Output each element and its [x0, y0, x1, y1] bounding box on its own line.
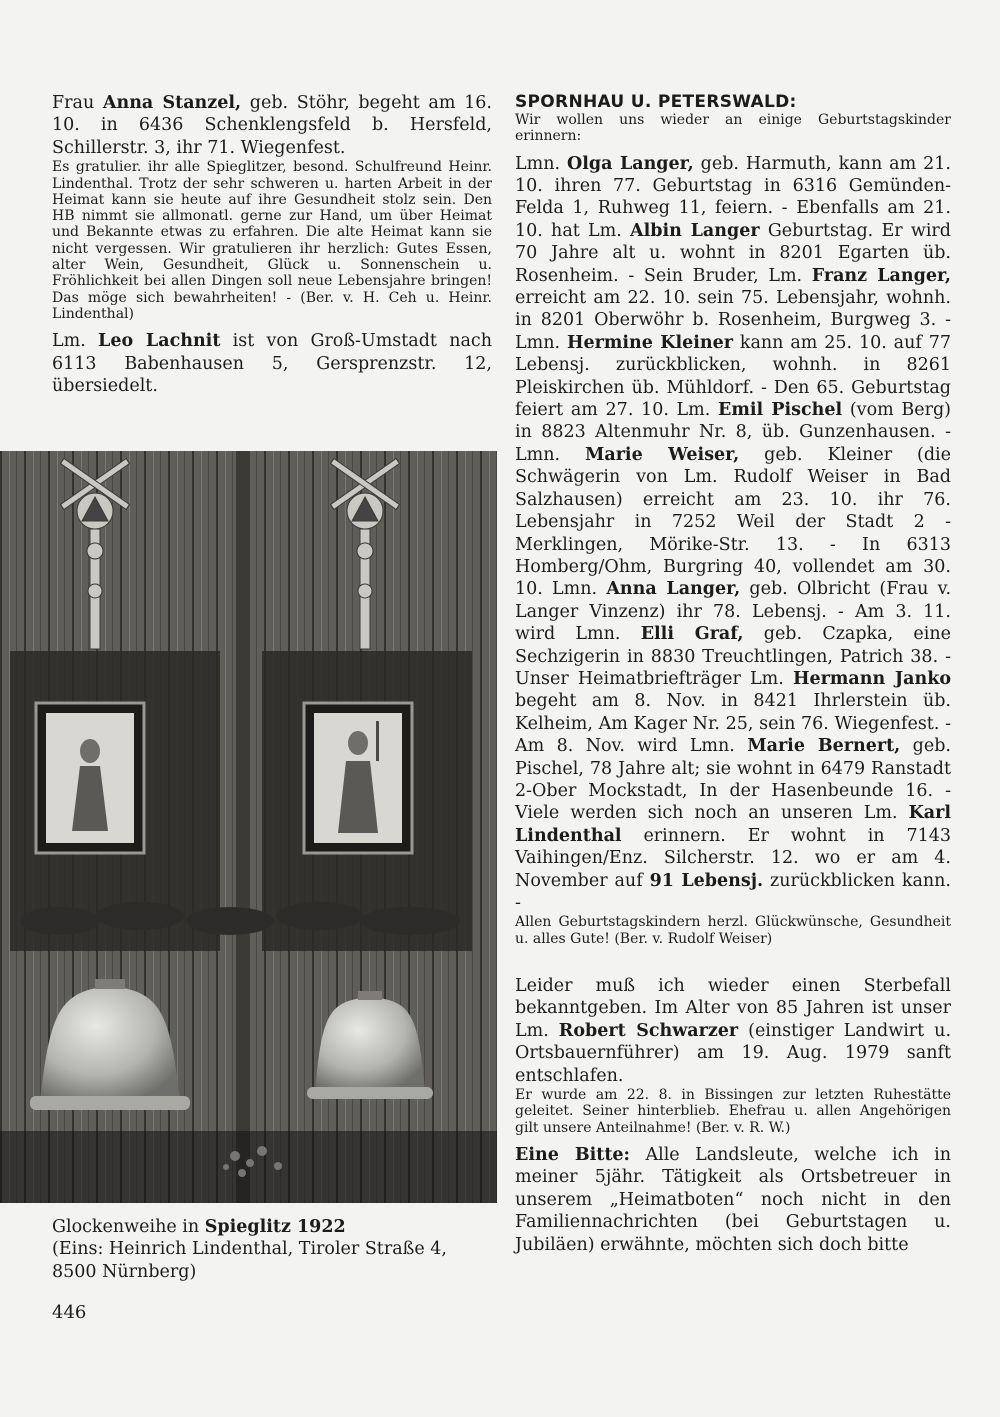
caption-credit-city: 8500 Nürnberg): [52, 1261, 197, 1282]
stanzel-congratulation: Es gratulier. ihr alle Spieglitzer, besond. Schulfreund Heinr. Lindenthal. Trotz der sehr schweren u. harten Arbeit in der Heimat kann sie heute auf ihre Gesundheit stolz sein. Den HB nimmt sie allmonatl. gerne zur Hand, um über Heimat und Bekannte etwas zu erfahren. Die alte Heimat kann sie nicht vergessen. Wir gratulieren ihr herzlich: Gutes Essen, alter Wein, Gesundheit, Glück u. Sonnenschein u. Fröhlichkeit bei allen Dingen soll neue Lebensjahre bringen! Das möge sich bewahrheiten! - (Ber. v. H. Ceh u. Heinr. Lindenthal): [52, 159, 492, 322]
church-bells-photo: [0, 451, 497, 1203]
birthday-wishes: Allen Geburtstagskindern herzl. Glückwünsche, Gesundheit u. alles Gute! (Ber. v. Rudolf Weiser): [515, 914, 951, 947]
sacred-heart-picture: [36, 703, 144, 853]
page-number: 446: [52, 1302, 87, 1323]
name-anna-stanzel: Anna Stanzel,: [102, 93, 242, 113]
obituary-detail: Er wurde am 22. 8. in Bissingen zur letzten Ruhestätte geleitet. Seiner hinterblieb. Ehefrau u. allen Angehörigen gilt unsere Anteilnahme! (Ber. v. R. W.): [515, 1087, 951, 1136]
left-column: [52, 92, 492, 397]
caption-title: Glockenweihe in Spieglitz 1922: [52, 1217, 346, 1237]
section-intro: Wir wollen uns wieder an einige Geburtstagskinder erinnern:: [515, 112, 951, 145]
name-leo-lachnit: Leo Lachnit: [98, 331, 221, 352]
right-column: [515, 92, 951, 1256]
lachnit-relocation: Lm. Leo Lachnit ist von Groß-Umstadt nach 6113 Babenhausen 5, Gersprenzstr. 12, übersiedelt.: [52, 331, 492, 396]
saint-picture: [304, 703, 412, 853]
caption-credit: (Eins: Heinrich Lindenthal, Tiroler Straße 4,: [52, 1239, 447, 1260]
section-heading: SPORNHAU U. PETERSWALD:: [515, 92, 797, 112]
birthday-list: Lmn. Olga Langer, geb. Harmuth, kann am 21. 10. ihren 77. Geburtstag in 6316 Gemünden-Felda 1, Ruhweg 11, feiern. - Ebenfalls am 21. 10. hat Lm. Albin Langer Geburtstag. Er wird 70 Jahre alt u. wohnt in 8201 Egarten üb. Rosenheim. - Sein Bruder, Lm. Franz Langer, erreicht am 22. 10. sein 75. Lebensjahr, wohnh. in 8201 Oberwöhr b. Rosenheim, Burgweg 3. - Lmn. Hermine Kleiner kann am 25. 10. auf 77 Lebensj. zurückblicken, wohnh. in 8261 Pleiskirchen üb. Mühldorf. - Den 65. Geburtstag feiert am 27. 10. Lm. Emil Pischel (vom Berg) in 8823 Altenmuhr Nr. 8, üb. Gunzenhausen. - Lmn. Marie Weiser, geb. Kleiner (die Schwägerin von Lm. Rudolf Weiser in Bad Salzhausen) erreicht am 23. 10. ihr 76. Lebensjahr in 7252 Weil der Stadt 2 - Merklingen, Mörike-Str. 13. - In 6313 Homberg/Ohm, Burgring 40, vollendet am 30. 10. Lmn. Anna Langer, geb. Olbricht (Frau v. Langer Vinzenz) ihr 78. Lebensj. - Am 3. 11. wird Lmn. Elli Graf, geb. Czapka, eine Sechzigerin in 8830 Treuchtlingen, Patrich 38. - Unser Heimatbriefträger Lm. Hermann Janko begeht am 8. Nov. in 8421 Ihrlerstein üb. Kelheim, Am Kager Nr. 25, sein 76. Wiegenfest. - Am 8. Nov. wird Lmn. Marie Bernert, geb. Pischel, 78 Jahre alt; sie wohnt in 6479 Ranstadt 2-Ober Mockstadt, In der Hasenbeunde 16. - Viele werden sich noch an unseren Lm. Karl Lindenthal erinnern. Er wohnt in 7143 Vaihingen/Enz. Silcherstr. 12. wo er am 4. November auf 91 Lebensj. zurückblicken kann. -: [515, 153, 952, 913]
stanzel-announcement: Frau Anna Stanzel, geb. Stöhr, begeht am 16. 10. in 6436 Schenklengsfeld b. Hersfeld, Schillerstr. 3, ihr 71. Wiegenfest.: [52, 93, 492, 158]
obituary: Leider muß ich wieder einen Sterbefall bekanntgeben. Im Alter von 85 Jahren ist unser Lm. Robert Schwarzer (einstiger Landwirt u. Ortsbauernführer) am 19. Aug. 1979 sanft entschlafen.: [515, 976, 952, 1086]
photo-caption: [52, 1216, 492, 1283]
request-paragraph: Eine Bitte: Alle Landsleute, welche ich in meiner 5jähr. Tätigkeit als Ortsbetreuer in unserem „Heimatboten“ noch nicht in den Familiennachrichten (bei Geburtstagen u. Jubiläen) erwähnte, möchten sich doch bitte: [515, 1144, 951, 1255]
